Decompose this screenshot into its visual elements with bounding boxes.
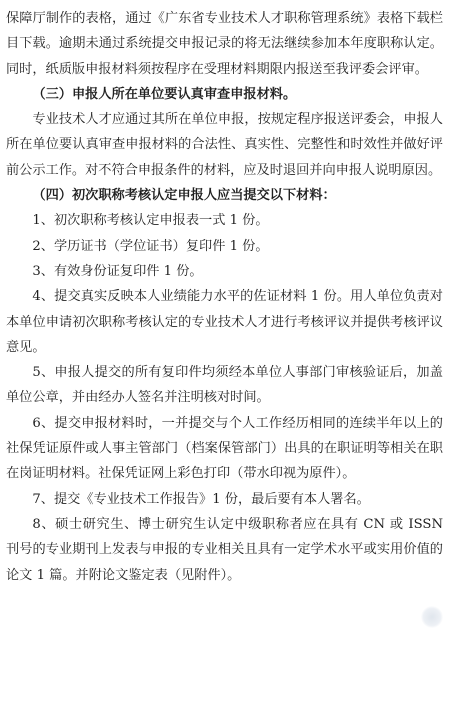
watermark-icon	[421, 606, 443, 628]
list-item-5: 5、申报人提交的所有复印件均须经本单位人事部门审核验证后，加盖单位公章，并由经办人签名并注明核对时间。	[6, 365, 443, 406]
list-item-8: 8、硕士研究生、博士研究生认定中级职称者应在具有 CN 或 ISSN 刊号的专业期刊上发表与申报的专业相关且具有一定学术水平或实用价值的论文 1 篇。并附论文鉴定表（见附件）。	[6, 516, 443, 583]
section-heading-4: （四）初次职称考核认定申报人应当提交以下材料：	[32, 188, 336, 204]
document-page	[6, 0, 443, 724]
list-item-4: 4、提交真实反映本人业绩能力水平的佐证材料 1 份。用人单位负责对本单位申请初次职称考核认定的专业技术人才进行考核评议并提供考核评议意见。	[6, 289, 443, 355]
list-item-7: 7、提交《专业技术工作报告》1 份，最后要有本人署名。	[32, 491, 370, 507]
paragraph-1: 保障厅制作的表格，通过《广东省专业技术人才职称管理系统》表格下载栏目下载。逾期未通过系统提交申报记录的将无法继续参加本年度职称认定。同时，纸质版申报材料须按程序在受理材料期限内报送至我评委会评审。	[6, 11, 443, 77]
list-item-3: 3、有效身份证复印件 1 份。	[32, 263, 203, 279]
section-heading-3: （三）申报人所在单位要认真审查申报材料。	[32, 86, 297, 102]
list-item-1: 1、初次职称考核认定申报表一式 1 份。	[32, 213, 269, 229]
list-item-6: 6、提交申报材料时，一并提交与个人工作经历相同的连续半年以上的社保凭证原件或人事主管部门（档案保管部门）出具的在职证明等相关在职在岗证明材料。社保凭证网上彩色打印（带水印视为原件）。	[6, 415, 443, 482]
paragraph-3: 专业技术人才应通过其所在单位申报，按规定程序报送评委会，申报人所在单位要认真审查申报材料的合法性、真实性、完整性和时效性并做好评前公示工作。对不符合申报条件的材料，应及时退回并向申报人说明原因。	[6, 112, 443, 178]
list-item-2: 2、学历证书（学位证书）复印件 1 份。	[32, 238, 269, 254]
